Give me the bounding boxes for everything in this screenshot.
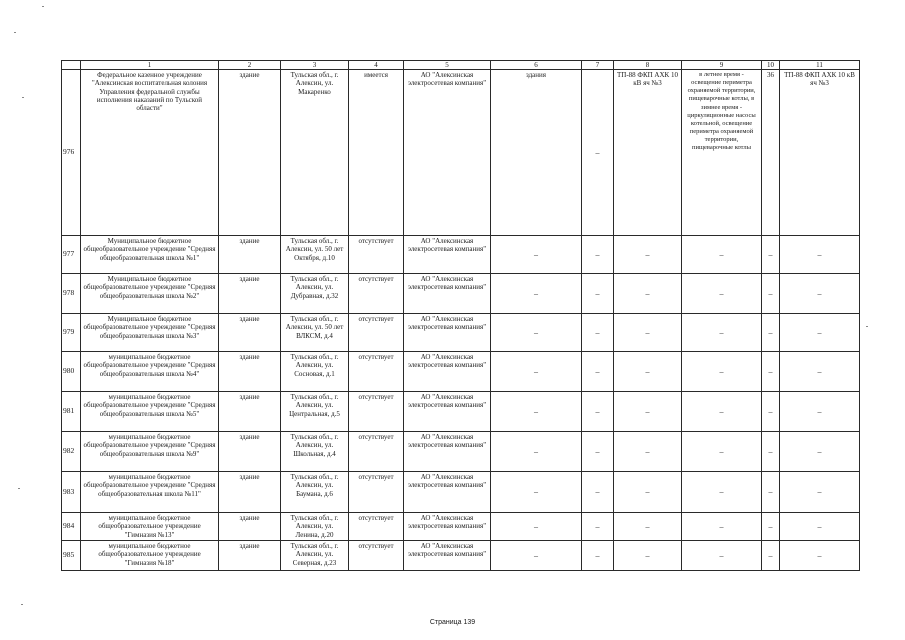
dash-cell: – — [780, 432, 860, 472]
organization-cell: муниципальное бюджетное общеобразовательное учреждение "Гимназия №13" — [81, 513, 219, 541]
dash-cell: – — [780, 392, 860, 432]
dash-cell: – — [582, 70, 614, 236]
dash-cell: – — [582, 314, 614, 352]
scan-speck — [21, 604, 23, 605]
consumer-cell: здания — [491, 70, 582, 236]
dash-cell: – — [614, 513, 682, 541]
power-cell: 36 — [762, 70, 780, 236]
dash-cell: – — [682, 274, 762, 314]
dash-cell: – — [491, 513, 582, 541]
dash-cell: – — [780, 513, 860, 541]
object-type-cell: здание — [219, 352, 281, 392]
dash-cell: – — [780, 236, 860, 274]
address-cell: Тульская обл., г. Алексин, ул. Макаренко — [281, 70, 349, 236]
load-description-cell: в летнее время - освещение периметра охраняемой территории, пищеварочные котлы, в зимнее время - циркуляционные насосы котельной, освещение периметра охраняемой территории, пищеварочные котлы — [682, 70, 762, 236]
dash-cell: – — [762, 352, 780, 392]
dash-cell: – — [582, 274, 614, 314]
column-number: 5 — [404, 61, 491, 70]
availability-cell: отсутствует — [349, 274, 404, 314]
object-type-cell: здание — [219, 541, 281, 571]
object-type-cell: здание — [219, 70, 281, 236]
dash-cell: – — [614, 352, 682, 392]
grid-company-cell: АО "Алексинская электросетевая компания" — [404, 432, 491, 472]
address-cell: Тульская обл., г. Алексин, ул. Северная, д.23 — [281, 541, 349, 571]
grid-company-cell: АО "Алексинская электросетевая компания" — [404, 513, 491, 541]
grid-company-cell: АО "Алексинская электросетевая компания" — [404, 472, 491, 513]
object-type-cell: здание — [219, 513, 281, 541]
object-type-cell: здание — [219, 236, 281, 274]
column-number-row — [62, 61, 860, 70]
availability-cell: отсутствует — [349, 314, 404, 352]
dash-cell: – — [682, 472, 762, 513]
dash-cell: – — [682, 541, 762, 571]
object-type-cell: здание — [219, 314, 281, 352]
dash-cell: – — [582, 472, 614, 513]
object-type-cell: здание — [219, 472, 281, 513]
dash-cell: – — [582, 513, 614, 541]
dash-cell: – — [614, 541, 682, 571]
grid-company-cell: АО "Алексинская электросетевая компания" — [404, 274, 491, 314]
row-number: 979 — [62, 314, 81, 352]
grid-company-cell: АО "Алексинская электросетевая компания" — [404, 541, 491, 571]
object-type-cell: здание — [219, 392, 281, 432]
dash-cell: – — [614, 472, 682, 513]
dash-cell: – — [582, 432, 614, 472]
row-number: 983 — [62, 472, 81, 513]
organization-cell: муниципальное бюджетное общеобразовательное учреждение "Средняя общеобразовательная школа №11" — [81, 472, 219, 513]
dash-cell: – — [762, 392, 780, 432]
dash-cell: – — [491, 392, 582, 432]
availability-cell: имеется — [349, 70, 404, 236]
dash-cell: – — [491, 541, 582, 571]
column-number: 7 — [582, 61, 614, 70]
dash-cell: – — [491, 352, 582, 392]
dash-cell: – — [762, 274, 780, 314]
column-number: 6 — [491, 61, 582, 70]
dash-cell: – — [491, 274, 582, 314]
column-number: 1 — [81, 61, 219, 70]
address-cell: Тульская обл., г. Алексин, ул. 50 лет ВЛКСМ, д.4 — [281, 314, 349, 352]
address-cell: Тульская обл., г. Алексин, ул. Школьная, д.4 — [281, 432, 349, 472]
address-cell: Тульская обл., г. Алексин, ул. Ленина, д.20 — [281, 513, 349, 541]
page-number: Страница 139 — [429, 619, 476, 626]
dash-cell: – — [762, 314, 780, 352]
dash-cell: – — [582, 541, 614, 571]
dash-cell: – — [614, 314, 682, 352]
dash-cell: – — [762, 432, 780, 472]
table-row — [62, 541, 860, 571]
organization-cell: муниципальное бюджетное общеобразовательное учреждение "Средняя общеобразовательная школа №5" — [81, 392, 219, 432]
table-row — [62, 432, 860, 472]
table-row — [62, 513, 860, 541]
organization-cell: Федеральное казенное учреждение "Алексинская воспитательная колония Управления федеральной службы исполнения наказаний по Тульской области" — [81, 70, 219, 236]
column-number: 8 — [614, 61, 682, 70]
dash-cell: – — [682, 392, 762, 432]
organization-cell: Муниципальное бюджетное общеобразовательное учреждение "Средняя общеобразовательная школа №2" — [81, 274, 219, 314]
grid-company-cell: АО "Алексинская электросетевая компания" — [404, 236, 491, 274]
availability-cell: отсутствует — [349, 392, 404, 432]
address-cell: Тульская обл., г. Алексин, ул. Центральная, д.5 — [281, 392, 349, 432]
row-number: 976 — [62, 70, 81, 236]
availability-cell: отсутствует — [349, 513, 404, 541]
dash-cell: – — [762, 513, 780, 541]
organization-cell: муниципальное бюджетное общеобразовательное учреждение "Средняя общеобразовательная школа №4" — [81, 352, 219, 392]
row-number: 982 — [62, 432, 81, 472]
facility-table — [61, 60, 860, 571]
dash-cell: – — [614, 236, 682, 274]
dash-cell: – — [682, 352, 762, 392]
dash-cell: – — [491, 472, 582, 513]
organization-cell: муниципальное бюджетное общеобразовательное учреждение "Средняя общеобразовательная школа №9" — [81, 432, 219, 472]
grid-company-cell: АО "Алексинская электросетевая компания" — [404, 314, 491, 352]
dash-cell: – — [614, 432, 682, 472]
row-number: 981 — [62, 392, 81, 432]
grid-company-cell: АО "Алексинская электросетевая компания" — [404, 352, 491, 392]
row-number: 985 — [62, 541, 81, 571]
column-number: 3 — [281, 61, 349, 70]
table-row — [62, 70, 860, 236]
scan-speck — [22, 97, 24, 98]
dash-cell: – — [780, 274, 860, 314]
availability-cell: отсутствует — [349, 472, 404, 513]
dash-cell: – — [582, 236, 614, 274]
row-number: 977 — [62, 236, 81, 274]
table-row — [62, 314, 860, 352]
column-number: 10 — [762, 61, 780, 70]
address-cell: Тульская обл., г. Алексин, ул. Баумана, д.6 — [281, 472, 349, 513]
column-number: 9 — [682, 61, 762, 70]
dash-cell: – — [762, 472, 780, 513]
dash-cell: – — [762, 236, 780, 274]
row-number: 980 — [62, 352, 81, 392]
dash-cell: – — [780, 352, 860, 392]
address-cell: Тульская обл., г. Алексин, ул. Сосновая, д.1 — [281, 352, 349, 392]
column-number: 11 — [780, 61, 860, 70]
dash-cell: – — [780, 541, 860, 571]
availability-cell: отсутствует — [349, 236, 404, 274]
availability-cell: отсутствует — [349, 541, 404, 571]
scan-speck — [18, 488, 20, 489]
dash-cell: – — [582, 392, 614, 432]
availability-cell: отсутствует — [349, 432, 404, 472]
feeder-cell: ТП-88 ФКП АХК 10 кВ яч №3 — [780, 70, 860, 236]
object-type-cell: здание — [219, 432, 281, 472]
scan-speck — [14, 32, 16, 33]
scan-speck — [42, 6, 44, 7]
organization-cell: Муниципальное бюджетное общеобразовательное учреждение "Средняя общеобразовательная школа №3" — [81, 314, 219, 352]
dash-cell: – — [491, 432, 582, 472]
address-cell: Тульская обл., г. Алексин, ул. Дубравная, д.32 — [281, 274, 349, 314]
address-cell: Тульская обл., г. Алексин, ул. 50 лет Октября, д.10 — [281, 236, 349, 274]
column-number: 2 — [219, 61, 281, 70]
organization-cell: Муниципальное бюджетное общеобразовательное учреждение "Средняя общеобразовательная школа №1" — [81, 236, 219, 274]
column-number: 4 — [349, 61, 404, 70]
dash-cell: – — [582, 352, 614, 392]
dash-cell: – — [780, 472, 860, 513]
table-row — [62, 274, 860, 314]
row-number: 984 — [62, 513, 81, 541]
dash-cell: – — [762, 541, 780, 571]
dash-cell: – — [682, 513, 762, 541]
table-row — [62, 236, 860, 274]
organization-cell: муниципальное бюджетное общеобразовательное учреждение "Гимназия №18" — [81, 541, 219, 571]
table-row — [62, 352, 860, 392]
dash-cell: – — [491, 314, 582, 352]
availability-cell: отсутствует — [349, 352, 404, 392]
dash-cell: – — [614, 274, 682, 314]
header-blank-cell — [62, 61, 81, 70]
feeder-cell: ТП-88 ФКП АХК 10 кВ яч №3 — [614, 70, 682, 236]
dash-cell: – — [682, 236, 762, 274]
row-number: 978 — [62, 274, 81, 314]
dash-cell: – — [682, 432, 762, 472]
dash-cell: – — [682, 314, 762, 352]
grid-company-cell: АО "Алексинская электросетевая компания" — [404, 392, 491, 432]
scan-speck — [866, 326, 868, 327]
table-row — [62, 392, 860, 432]
object-type-cell: здание — [219, 274, 281, 314]
grid-company-cell: АО "Алексинская электросетевая компания" — [404, 70, 491, 236]
dash-cell: – — [614, 392, 682, 432]
dash-cell: – — [780, 314, 860, 352]
table-row — [62, 472, 860, 513]
dash-cell: – — [491, 236, 582, 274]
